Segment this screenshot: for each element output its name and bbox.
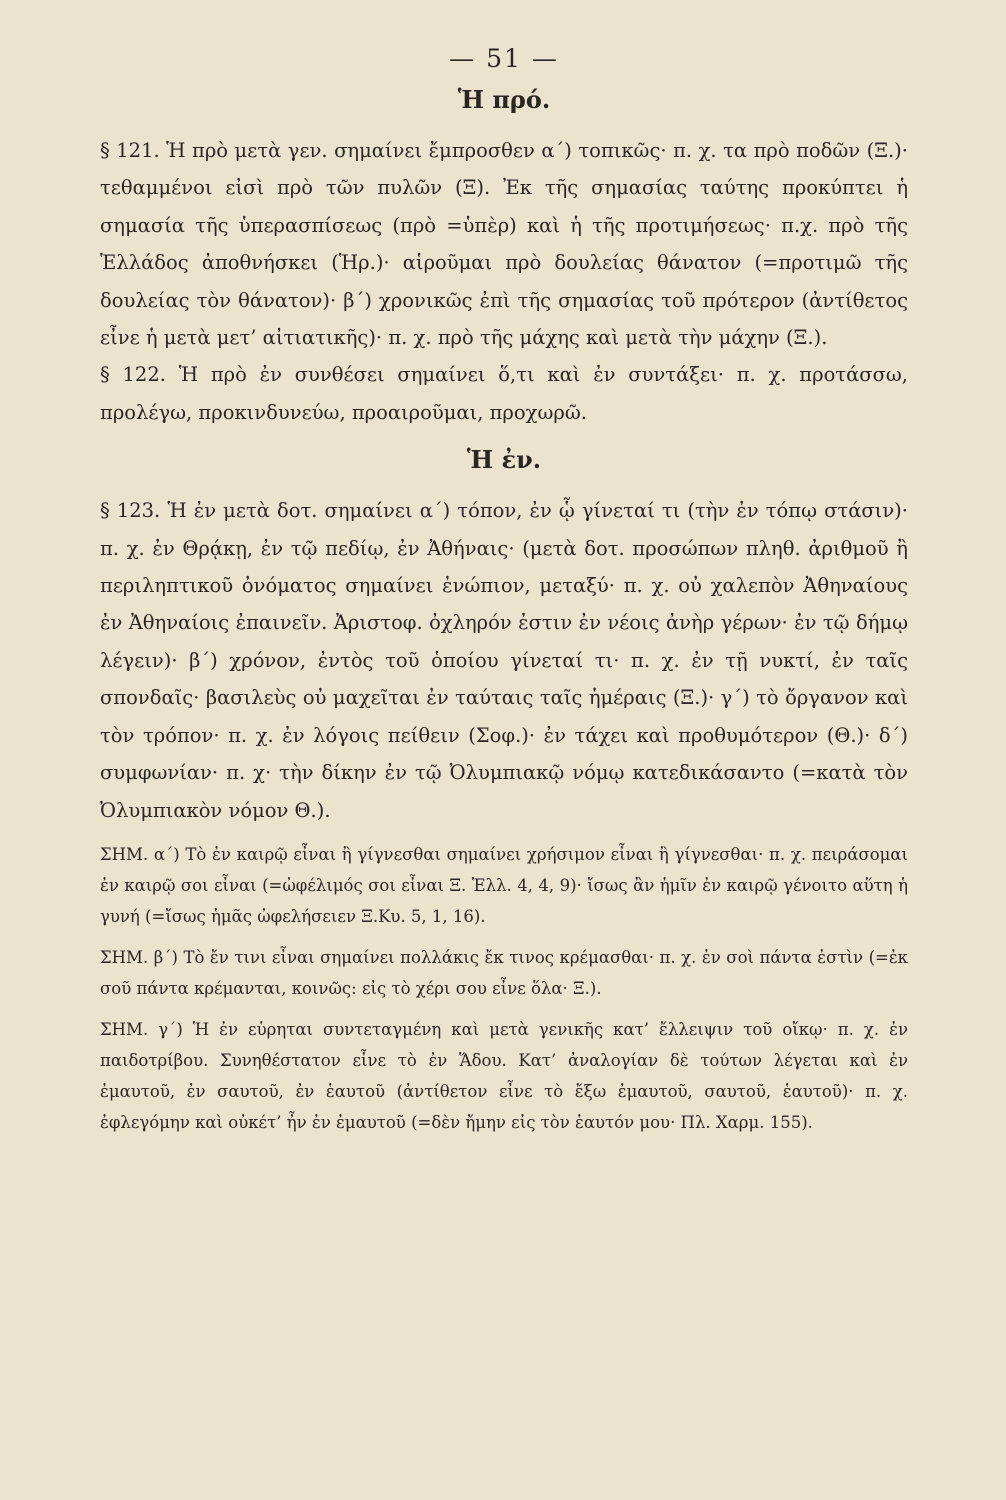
section-heading-pro: Ἡ πρό. <box>457 85 551 114</box>
paragraph-123: § 123. Ἡ ἐν μετὰ δοτ. σημαίνει α΄) τόπον, ἐν ᾧ γίνεταί τι (τὴν ἐν τόπῳ στάσιν)· π. χ. ἐν Θρᾴκῃ, ἐν τῷ πεδίῳ, ἐν Ἀθήναις· (μετὰ δοτ. προσώπων πληθ. ἀριθμοῦ ἢ περιληπτικοῦ ὀνόματος σημαίνει ἐνώπιον, μεταξύ· π. χ. οὐ χαλεπὸν Ἀθηναίους ἐν Ἀθηναίοις ἐπαινεῖν. Ἀριστοφ. ὀχληρόν ἐστιν ἐν νέοις ἀνὴρ γέρων· ἐν τῷ δήμῳ λέγειν)· β΄) χρόνον, ἐντὸς τοῦ ὁποίου γίνεταί τι· π. χ. ἐν τῇ νυκτί, ἐν ταῖς σπονδαῖς· βασιλεὺς οὐ μαχεῖται ἐν ταύταις ταῖς ἡμέραις (Ξ.)· γ΄) τὸ ὄργανον καὶ τὸν τρόπον· π. χ. ἐν λόγοις πείθειν (Σοφ.)· ἐν τάχει καὶ προθυμότερον (Θ.)· δ΄) συμφωνίαν· π. χ· τὴν δίκην ἐν τῷ Ὀλυμπιακῷ νόμῳ κατεδικάσαντο (=κατὰ τὸν Ὀλυμπιακὸν νόμον Θ.). <box>100 499 908 822</box>
paragraph-122: § 122. Ἡ πρὸ ἐν συνθέσει σημαίνει ὅ,τι καὶ ἐν συντάξει· π. χ. προτάσσω, προλέγω, προκινδυνεύω, προαιροῦμαι, προχωρῶ. <box>100 363 908 424</box>
section-heading-en: Ἡ ἐν. <box>466 445 542 475</box>
note-c: ΣΗΜ. γ΄) Ἡ ἐν εὑρηται συντεταγμένη καὶ μετὰ γενικῆς κατ’ ἔλλειψιν τοῦ οἴκῳ· π. χ. ἐν παιδοτρίβου. Συνηθέστατον εἶνε τὸ ἐν Ἅδου. Κατ’ ἀναλογίαν δὲ τούτων λέγεται καὶ ἐν ἐμαυτοῦ, ἐν σαυτοῦ, ἐν ἑαυτοῦ (ἀντίθετον εἶνε τὸ ἔξω ἐμαυτοῦ, σαυτοῦ, ἑαυτοῦ)· π. χ. ἐφλεγόμην καὶ οὐκέτ’ ἦν ἐν ἐμαυτοῦ (=δὲν ἤμην εἰς τὸν ἑαυτόν μου· Πλ. Χαρμ. 155). <box>100 1019 908 1132</box>
paragraph-121: § 121. Ἡ πρὸ μετὰ γεν. σημαίνει ἔμπροσθεν α΄) τοπικῶς· π. χ. τα πρὸ ποδῶν (Ξ.)· τεθαμμένοι εἰσὶ πρὸ τῶν πυλῶν (Ξ). Ἐκ τῆς σημασίας ταύτης προκύπτει ἡ σημασία τῆς ὑπερασπίσεως (πρὸ =ὑπὲρ) καὶ ἡ τῆς προτιμήσεως· π.χ. πρὸ τῆς Ἑλλάδος ἀποθνήσκει (Ἡρ.)· αἱροῦμαι πρὸ δουλείας θάνατον (=προτιμῶ τῆς δουλείας τὸν θάνατον)· β΄) χρονικῶς ἐπὶ τῆς σημασίας τοῦ πρότερον (ἀντίθετος εἶνε ἡ μετὰ μετ’ αἰτιατικῆς)· π. χ. πρὸ τῆς μάχης καὶ μετὰ τὴν μάχην (Ξ.). <box>100 139 908 350</box>
note-b: ΣΗΜ. β΄) Τὸ ἔν τινι εἶναι σημαίνει πολλάκις ἔκ τινος κρέμασθαι· π. χ. ἐν σοὶ πάντα ἐστὶν (=ἐκ σοῦ πάντα κρέμανται, κοινῶς: εἰς τὸ χέρι σου εἶνε ὅλα· Ξ.). <box>100 947 908 998</box>
note-a: ΣΗΜ. α΄) Τὸ ἐν καιρῷ εἶναι ἢ γίγνεσθαι σημαίνει χρήσιμον εἶναι ἢ γίγνεσθαι· π. χ. πειράσομαι ἐν καιρῷ σοι εἶναι (=ὠφέλιμός σοι εἶναι Ξ. Ἑλλ. 4, 4, 9)· ἴσως ἂν ἡμῖν ἐν καιρῷ γένοιτο αὕτη ἡ γυνή (=ἴσως ἡμᾶς ὠφελήσειεν Ξ.Κυ. 5, 1, 16). <box>100 844 908 926</box>
page-number: — 51 — <box>449 44 559 73</box>
